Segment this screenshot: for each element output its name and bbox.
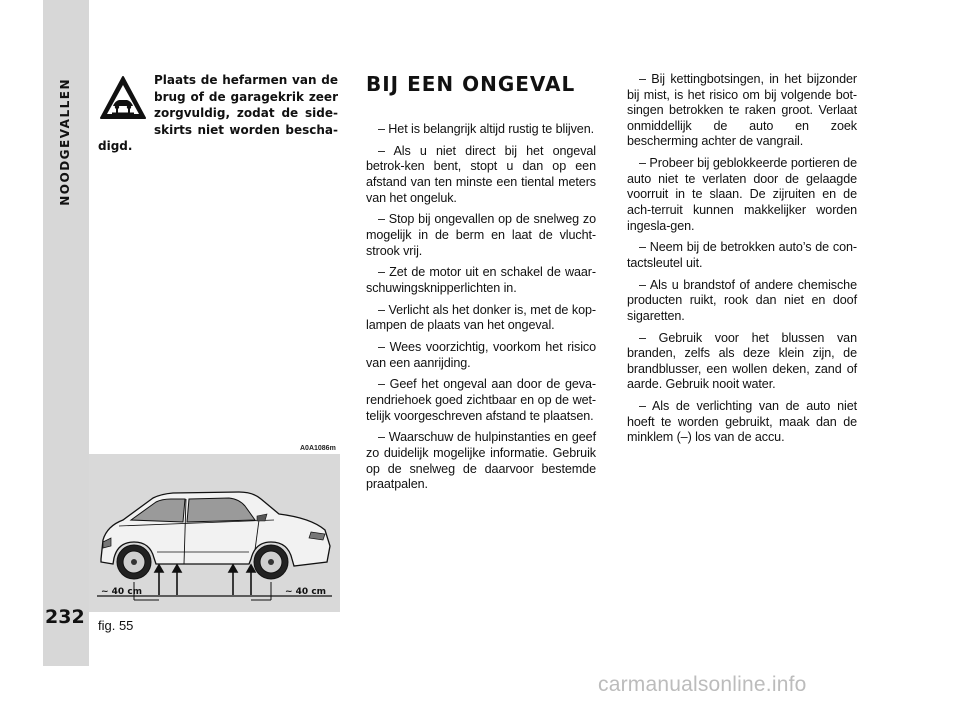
warning-text: Plaats de hefarmen van de brug of de garagekrik zeer zorgvuldig, zodat de side-skirts niet worden bescha-digd.	[98, 73, 338, 153]
paragraph: – Bij kettingbotsingen, in het bijzonder bij mist, is het risico om bij volgende bot-singen betrokken te raken groot. Verlaat onmiddellijk de auto en zoek bescherming achter de vangrail.	[627, 72, 857, 149]
paragraph: – Als de verlichting van de auto niet hoeft te worden gebruikt, maak dan de minklem (–) los van de accu.	[627, 399, 857, 445]
warning-block	[98, 72, 338, 155]
paragraph: – Waarschuw de hulpinstanties en geef zo duidelijk mogelijke informatie. Gebruik op de snelweg de daarvoor bestemde praatpalen.	[366, 430, 596, 492]
paragraph: – Stop bij ongevallen op de snelweg zo mogelijk in de berm en laat de vlucht-strook vrij.	[366, 212, 596, 258]
figure-caption: fig. 55	[98, 618, 134, 633]
front-wheel	[254, 545, 288, 579]
paragraph: – Wees voorzichtig, voorkom het risico van een aanrijding.	[366, 340, 596, 370]
paragraph: – Geef het ongeval aan door de geva-rendriehoek goed zichtbaar en op de wet-telijk voorgeschreven afstand te plaatsen.	[366, 377, 596, 423]
paragraph: – Als u niet direct bij het ongeval betrok-ken bent, stopt u dan op een afstand van ten minste een tiental meters van het ongeluk.	[366, 143, 596, 205]
paragraph: – Neem bij de betrokken auto’s de con-tactsleutel uit.	[627, 240, 857, 270]
page-number: 232	[45, 606, 85, 628]
section-title: NOODGEVALLEN	[58, 78, 72, 206]
rear-wheel	[117, 545, 151, 579]
section-heading: BIJ EEN ONGEVAL	[366, 72, 576, 96]
distance-label-left: ~ 40 cm	[101, 587, 143, 597]
paragraph: – Het is belangrijk altijd rustig te blijven.	[378, 122, 594, 136]
car-side-illustration	[89, 454, 340, 612]
watermark-link[interactable]: carmanualsonline.info	[598, 673, 807, 696]
paragraph: – Gebruik voor het blussen van branden, zelfs als deze klein zijn, de brandblusser, een wollen deken, zand of aarde. Gebruik nooit water.	[627, 330, 857, 392]
distance-label-right: ~ 40 cm	[285, 587, 327, 597]
paragraph: – Probeer bij geblokkeerde portieren de auto niet te verlaten door de gelaagde voorruit in te slaan. De zijruiten en de ach-terruit kunnen makkelijker worden ingesla-gen.	[627, 156, 857, 233]
car-on-lift-warning-icon	[98, 74, 148, 122]
car-lift-points-figure	[89, 454, 340, 612]
paragraph: – Zet de motor uit en schakel de waar-schuwingsknipperlichten in.	[366, 265, 596, 295]
text-column-1	[366, 122, 596, 499]
paragraph: – Verlicht als het donker is, met de kop-lampen de plaats van het ongeval.	[366, 302, 596, 333]
text-column-2	[627, 72, 857, 452]
figure-code: A0A1086m	[300, 445, 336, 452]
paragraph: – Als u brandstof of andere chemische producten ruikt, rook dan niet en doof sigaretten.	[627, 277, 857, 323]
